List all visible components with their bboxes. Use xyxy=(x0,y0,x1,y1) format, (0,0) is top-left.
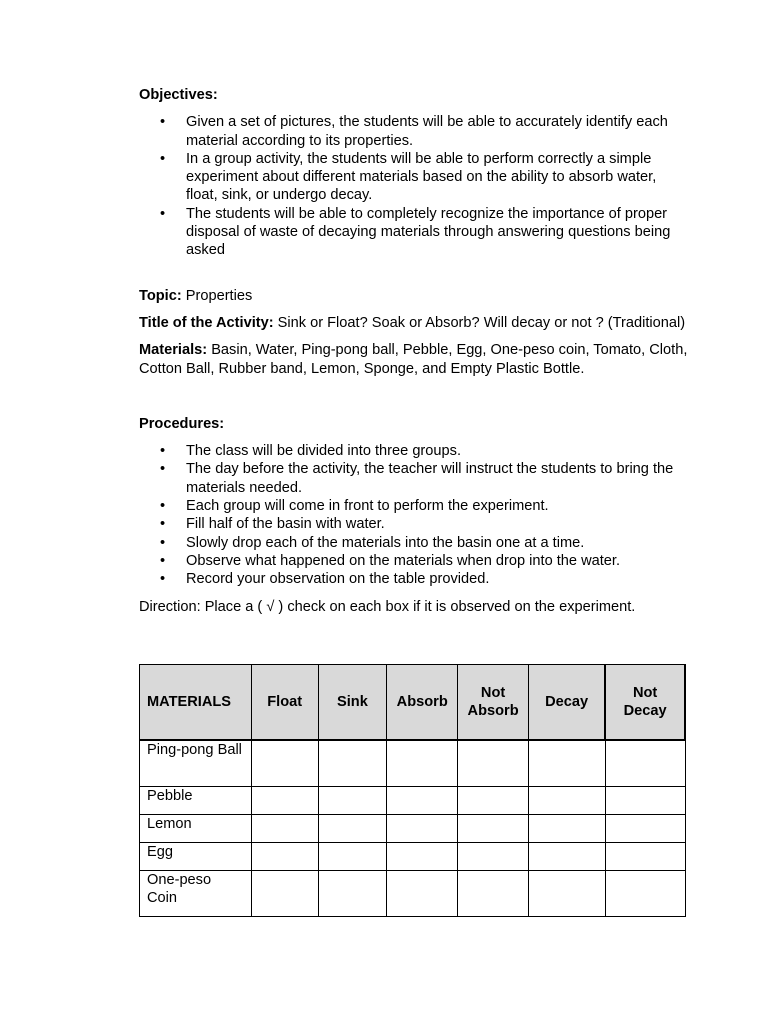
header-materials: MATERIALS xyxy=(140,665,252,741)
material-name: Lemon xyxy=(140,815,252,843)
materials-label: Materials: xyxy=(139,342,208,359)
table-row xyxy=(140,740,686,787)
check-cell-not-absorb[interactable] xyxy=(458,740,529,787)
check-cell-sink[interactable] xyxy=(318,815,387,843)
objectives-list xyxy=(139,113,689,259)
check-cell-float[interactable] xyxy=(251,740,318,787)
procedure-item: • Each group will come in front to perform the experiment. xyxy=(139,497,689,515)
material-name: Ping-pong Ball xyxy=(140,740,252,787)
check-cell-absorb[interactable] xyxy=(387,843,458,871)
procedures-heading: Procedures: xyxy=(139,415,225,432)
check-cell-decay[interactable] xyxy=(529,787,606,815)
objectives-heading: Objectives: xyxy=(139,87,218,103)
check-cell-absorb[interactable] xyxy=(387,871,458,917)
header-sink: Sink xyxy=(318,665,387,741)
header-absorb: Absorb xyxy=(387,665,458,741)
header-not-absorb: Not Absorb xyxy=(458,665,529,741)
material-name: Egg xyxy=(140,843,252,871)
procedure-item: • Slowly drop each of the materials into the basin one at a time. xyxy=(139,534,689,552)
header-float: Float xyxy=(251,665,318,741)
topic-label: Topic: xyxy=(139,287,182,304)
check-cell-not-absorb[interactable] xyxy=(458,787,529,815)
check-cell-sink[interactable] xyxy=(318,843,387,871)
check-cell-absorb[interactable] xyxy=(387,787,458,815)
activity-title-line xyxy=(139,314,689,332)
topic-line xyxy=(139,287,689,305)
check-cell-sink[interactable] xyxy=(318,740,387,787)
objective-item: • The students will be able to completely recognize the importance of proper disposal of waste of decaying materials through answering questions being asked xyxy=(139,205,689,260)
objective-item: • Given a set of pictures, the students will be able to accurately identify each material according to its properties. xyxy=(139,113,689,150)
procedure-item: • Fill half of the basin with water. xyxy=(139,515,689,533)
check-cell-sink[interactable] xyxy=(318,787,387,815)
lesson-document xyxy=(139,86,689,616)
check-cell-absorb[interactable] xyxy=(387,740,458,787)
check-cell-float[interactable] xyxy=(251,815,318,843)
table-row xyxy=(140,787,686,815)
check-cell-decay[interactable] xyxy=(529,871,606,917)
check-cell-not-absorb[interactable] xyxy=(458,843,529,871)
check-cell-not-decay[interactable] xyxy=(605,843,685,871)
procedure-item: • Observe what happened on the materials when drop into the water. xyxy=(139,552,689,570)
materials-line xyxy=(139,341,689,378)
table-row xyxy=(140,815,686,843)
procedure-item: • The class will be divided into three groups. xyxy=(139,442,689,460)
procedure-item: • The day before the activity, the teacher will instruct the students to bring the materials needed. xyxy=(139,460,689,497)
check-cell-not-decay[interactable] xyxy=(605,815,685,843)
check-cell-decay[interactable] xyxy=(529,815,606,843)
table-row xyxy=(140,843,686,871)
check-cell-not-decay[interactable] xyxy=(605,871,685,917)
observation-table xyxy=(139,664,686,917)
objective-item: • In a group activity, the students will be able to perform correctly a simple experiment about different materials based on the ability to absorb water, float, sink, or undergo decay. xyxy=(139,150,689,205)
header-decay: Decay xyxy=(529,665,606,741)
material-name: One-peso Coin xyxy=(140,871,252,917)
check-cell-not-decay[interactable] xyxy=(605,740,685,787)
procedures-list xyxy=(139,442,689,588)
check-cell-sink[interactable] xyxy=(318,871,387,917)
check-cell-float[interactable] xyxy=(251,871,318,917)
check-cell-not-absorb[interactable] xyxy=(458,815,529,843)
check-cell-not-absorb[interactable] xyxy=(458,871,529,917)
check-cell-absorb[interactable] xyxy=(387,815,458,843)
check-cell-float[interactable] xyxy=(251,787,318,815)
header-not-decay: Not Decay xyxy=(605,665,685,741)
check-cell-float[interactable] xyxy=(251,843,318,871)
materials-value: Basin, Water, Ping-pong ball, Pebble, Egg, One-peso coin, Tomato, Cloth, Cotton Ball, Rubber band, Lemon, Sponge, and Empty Plastic Bottle. xyxy=(139,342,688,377)
material-name: Pebble xyxy=(140,787,252,815)
topic-value: Properties xyxy=(181,287,253,304)
activity-title-label: Title of the Activity: xyxy=(139,314,274,331)
procedure-item: • Record your observation on the table provided. xyxy=(139,570,689,588)
table-row xyxy=(140,871,686,917)
direction-text: Direction: Place a ( √ ) check on each box if it is observed on the experiment. xyxy=(139,598,636,615)
check-cell-not-decay[interactable] xyxy=(605,787,685,815)
activity-title-value: Sink or Float? Soak or Absorb? Will decay or not ? (Traditional) xyxy=(273,314,686,331)
table-header-row xyxy=(140,665,686,741)
check-cell-decay[interactable] xyxy=(529,740,606,787)
check-cell-decay[interactable] xyxy=(529,843,606,871)
